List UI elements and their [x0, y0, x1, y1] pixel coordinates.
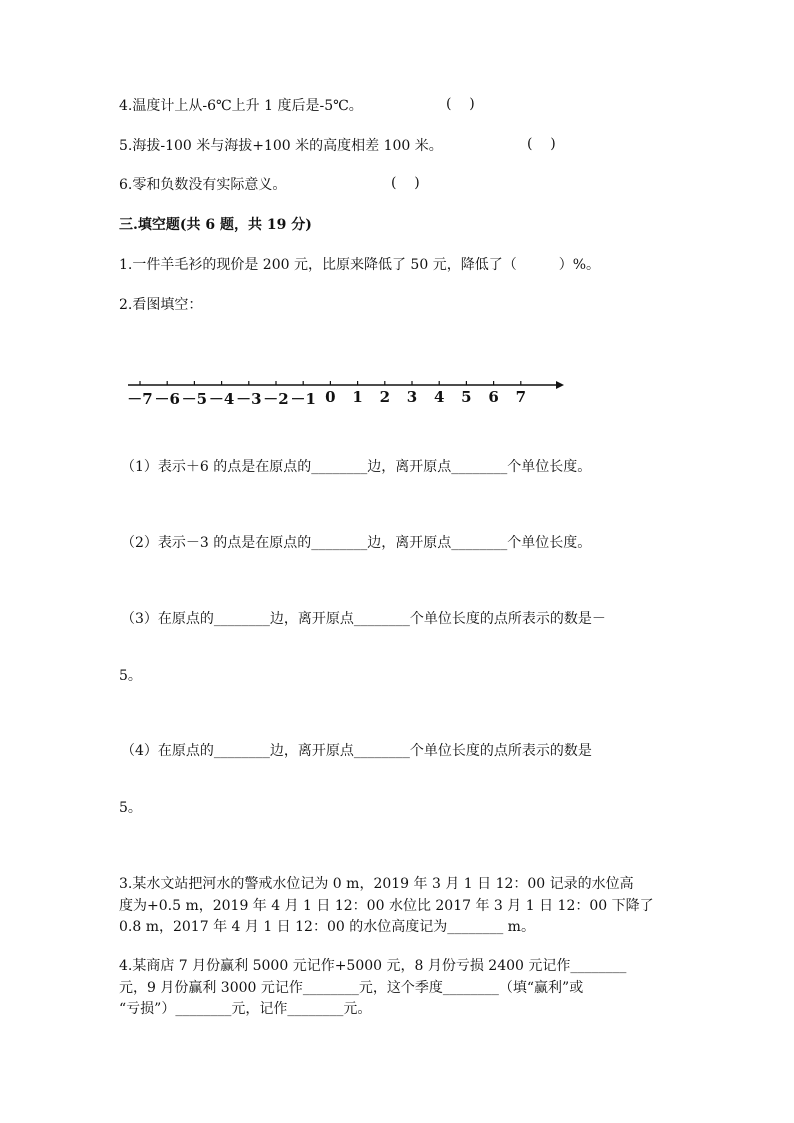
judgement-q6-text: 6.零和负数没有实际意义。 [119, 177, 287, 193]
number-line-tick-label: －4 [208, 390, 235, 408]
sub-question-4-line2: 5。 [119, 800, 142, 816]
question-3-line1: 3.某水文站把河水的警戒水位记为 0 m，2019 年 3 月 1 日 12：00 记录的水位高 [119, 876, 634, 892]
question-4-line3: “亏损”）________元，记作________元。 [119, 1001, 372, 1017]
number-line-tick-label: 3 [406, 388, 418, 406]
question-3-line2: 度为+0.5 m，2019 年 4 月 1 日 12：00 水位比 2017 年 3 月 1 日 12：00 下降了 [119, 898, 654, 914]
judgement-q4-answer-paren[interactable]: ( ) [446, 96, 475, 112]
section-title: 三.填空题(共 6 题，共 19 分) [119, 217, 312, 233]
number-line-tick-label: 1 [352, 388, 363, 406]
question-2: 2.看图填空： [119, 297, 203, 313]
sub-question-3-line2: 5。 [119, 668, 142, 684]
number-line-tick-label: 4 [433, 388, 445, 406]
judgement-q6-answer-paren[interactable]: ( ) [391, 175, 420, 191]
number-line-tick-label: －5 [181, 390, 208, 408]
sub-question-4-line1: （4）在原点的________边，离开原点________个单位长度的点所表示的数是 [121, 743, 592, 759]
question-1: 1.一件羊毛衫的现价是 200 元，比原来降低了 50 元，降低了（ ）%。 [119, 257, 600, 273]
number-line-tick-label: －1 [290, 390, 316, 408]
number-line [120, 376, 570, 412]
question-4-line2: 元，9 月份赢利 3000 元记作________元，这个季度________（填“赢利”或 [119, 980, 584, 996]
sub-question-1: （1）表示＋6 的点是在原点的________边，离开原点________个单位长度。 [121, 459, 592, 475]
judgement-q5-text: 5.海拔-100 米与海拔+100 米的高度相差 100 米。 [119, 138, 443, 154]
sub-question-3-line1: （3）在原点的________边，离开原点________个单位长度的点所表示的数是－ [121, 611, 606, 627]
sub-question-2: （2）表示－3 的点是在原点的________边，离开原点________个单位长度。 [121, 535, 592, 551]
number-line-tick-label: 2 [379, 388, 391, 406]
judgement-q4-text: 4.温度计上从-6℃上升 1 度后是-5℃。 [119, 98, 363, 114]
number-line-tick-label: －7 [127, 390, 153, 408]
number-line-tick-label: 5 [461, 388, 472, 406]
question-4-line1: 4.某商店 7 月份赢利 5000 元记作+5000 元，8 月份亏损 2400 元记作________ [119, 958, 627, 974]
number-line-tick-label: －3 [236, 390, 262, 408]
number-line-tick-label: 6 [488, 388, 499, 406]
number-line-tick-label: －6 [154, 390, 180, 408]
question-3-line3: 0.8 m，2017 年 4 月 1 日 12：00 的水位高度记为________ m。 [119, 919, 535, 935]
judgement-q5-answer-paren[interactable]: ( ) [527, 136, 556, 152]
number-line-tick-label: －2 [263, 390, 289, 408]
number-line-tick-label: 7 [515, 388, 527, 406]
number-line-tick-label: 0 [325, 388, 336, 406]
